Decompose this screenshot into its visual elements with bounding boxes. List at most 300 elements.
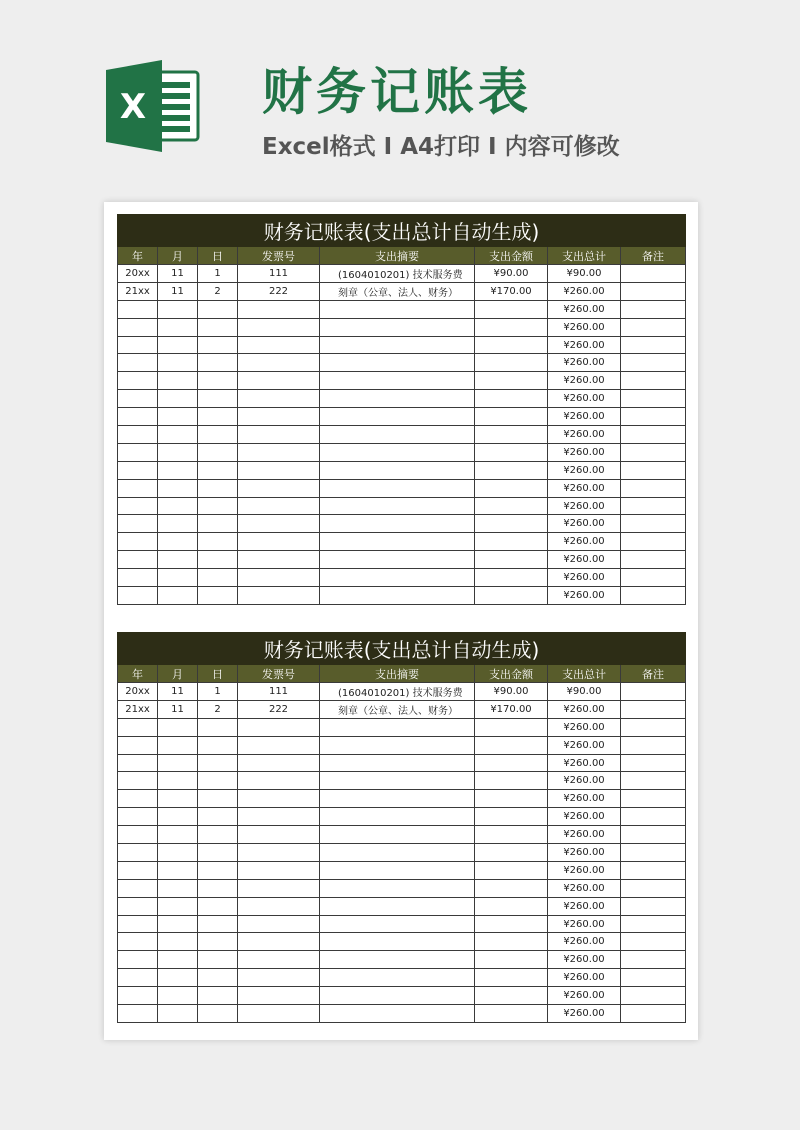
- cell-day[interactable]: [198, 336, 238, 354]
- cell-summary[interactable]: [320, 826, 475, 844]
- cell-summary[interactable]: [320, 915, 475, 933]
- cell-month[interactable]: [158, 408, 198, 426]
- cell-total[interactable]: ¥260.00: [548, 587, 621, 605]
- cell-day[interactable]: [198, 933, 238, 951]
- cell-day[interactable]: [198, 915, 238, 933]
- cell-invoice-no[interactable]: [238, 426, 320, 444]
- cell-day[interactable]: 2: [198, 700, 238, 718]
- cell-day[interactable]: [198, 300, 238, 318]
- cell-day[interactable]: [198, 569, 238, 587]
- cell-summary[interactable]: [320, 300, 475, 318]
- cell-total[interactable]: ¥260.00: [548, 443, 621, 461]
- cell-amount[interactable]: ¥170.00: [475, 282, 548, 300]
- cell-invoice-no[interactable]: [238, 915, 320, 933]
- cell-month[interactable]: [158, 336, 198, 354]
- cell-invoice-no[interactable]: [238, 808, 320, 826]
- cell-year[interactable]: [118, 879, 158, 897]
- cell-month[interactable]: [158, 372, 198, 390]
- cell-amount[interactable]: [475, 951, 548, 969]
- cell-total[interactable]: ¥260.00: [548, 808, 621, 826]
- cell-day[interactable]: [198, 390, 238, 408]
- cell-amount[interactable]: [475, 479, 548, 497]
- cell-summary[interactable]: [320, 372, 475, 390]
- cell-total[interactable]: ¥260.00: [548, 461, 621, 479]
- cell-year[interactable]: [118, 951, 158, 969]
- cell-amount[interactable]: [475, 443, 548, 461]
- cell-month[interactable]: [158, 1005, 198, 1023]
- cell-year[interactable]: [118, 318, 158, 336]
- cell-year[interactable]: [118, 515, 158, 533]
- cell-total[interactable]: ¥260.00: [548, 515, 621, 533]
- cell-summary[interactable]: [320, 718, 475, 736]
- cell-month[interactable]: [158, 754, 198, 772]
- cell-remark[interactable]: [621, 808, 686, 826]
- cell-invoice-no[interactable]: [238, 408, 320, 426]
- cell-year[interactable]: [118, 1005, 158, 1023]
- cell-day[interactable]: [198, 408, 238, 426]
- cell-month[interactable]: [158, 551, 198, 569]
- cell-month[interactable]: [158, 515, 198, 533]
- cell-total[interactable]: ¥260.00: [548, 700, 621, 718]
- cell-total[interactable]: ¥260.00: [548, 408, 621, 426]
- cell-remark[interactable]: [621, 497, 686, 515]
- cell-remark[interactable]: [621, 426, 686, 444]
- cell-month[interactable]: [158, 461, 198, 479]
- cell-month[interactable]: [158, 861, 198, 879]
- cell-amount[interactable]: [475, 736, 548, 754]
- cell-total[interactable]: ¥260.00: [548, 533, 621, 551]
- cell-total[interactable]: ¥260.00: [548, 861, 621, 879]
- cell-invoice-no[interactable]: 222: [238, 282, 320, 300]
- cell-day[interactable]: 1: [198, 265, 238, 283]
- cell-day[interactable]: [198, 772, 238, 790]
- cell-day[interactable]: [198, 951, 238, 969]
- cell-summary[interactable]: [320, 461, 475, 479]
- cell-summary[interactable]: [320, 844, 475, 862]
- cell-day[interactable]: [198, 479, 238, 497]
- cell-day[interactable]: [198, 736, 238, 754]
- cell-year[interactable]: [118, 354, 158, 372]
- cell-invoice-no[interactable]: [238, 443, 320, 461]
- cell-summary[interactable]: [320, 336, 475, 354]
- cell-month[interactable]: [158, 443, 198, 461]
- cell-day[interactable]: [198, 497, 238, 515]
- cell-amount[interactable]: [475, 969, 548, 987]
- cell-month[interactable]: [158, 390, 198, 408]
- cell-total[interactable]: ¥260.00: [548, 300, 621, 318]
- cell-summary[interactable]: [320, 551, 475, 569]
- cell-day[interactable]: [198, 754, 238, 772]
- cell-amount[interactable]: [475, 497, 548, 515]
- cell-summary[interactable]: [320, 879, 475, 897]
- cell-amount[interactable]: ¥90.00: [475, 265, 548, 283]
- cell-summary[interactable]: [320, 808, 475, 826]
- cell-year[interactable]: [118, 479, 158, 497]
- cell-remark[interactable]: [621, 700, 686, 718]
- cell-amount[interactable]: ¥90.00: [475, 683, 548, 701]
- cell-year[interactable]: [118, 408, 158, 426]
- cell-invoice-no[interactable]: [238, 390, 320, 408]
- cell-month[interactable]: [158, 569, 198, 587]
- cell-remark[interactable]: [621, 987, 686, 1005]
- cell-month[interactable]: [158, 718, 198, 736]
- cell-remark[interactable]: [621, 1005, 686, 1023]
- cell-amount[interactable]: [475, 318, 548, 336]
- cell-year[interactable]: [118, 497, 158, 515]
- cell-month[interactable]: [158, 736, 198, 754]
- cell-invoice-no[interactable]: 222: [238, 700, 320, 718]
- cell-remark[interactable]: [621, 772, 686, 790]
- cell-month[interactable]: [158, 879, 198, 897]
- cell-amount[interactable]: [475, 426, 548, 444]
- cell-summary[interactable]: [320, 533, 475, 551]
- cell-total[interactable]: ¥260.00: [548, 354, 621, 372]
- cell-summary[interactable]: [320, 897, 475, 915]
- cell-total[interactable]: ¥260.00: [548, 951, 621, 969]
- cell-remark[interactable]: [621, 844, 686, 862]
- cell-summary[interactable]: [320, 933, 475, 951]
- cell-year[interactable]: [118, 336, 158, 354]
- cell-month[interactable]: [158, 497, 198, 515]
- cell-month[interactable]: [158, 844, 198, 862]
- cell-day[interactable]: [198, 718, 238, 736]
- cell-total[interactable]: ¥260.00: [548, 569, 621, 587]
- cell-invoice-no[interactable]: [238, 772, 320, 790]
- cell-total[interactable]: ¥260.00: [548, 790, 621, 808]
- cell-invoice-no[interactable]: [238, 987, 320, 1005]
- cell-remark[interactable]: [621, 300, 686, 318]
- cell-total[interactable]: ¥260.00: [548, 754, 621, 772]
- cell-day[interactable]: [198, 808, 238, 826]
- cell-amount[interactable]: [475, 772, 548, 790]
- cell-day[interactable]: [198, 969, 238, 987]
- cell-total[interactable]: ¥260.00: [548, 1005, 621, 1023]
- cell-year[interactable]: 21xx: [118, 282, 158, 300]
- cell-remark[interactable]: [621, 318, 686, 336]
- cell-amount[interactable]: [475, 754, 548, 772]
- cell-invoice-no[interactable]: [238, 861, 320, 879]
- cell-amount[interactable]: [475, 933, 548, 951]
- cell-summary[interactable]: 刻章（公章、法人、财务）: [320, 700, 475, 718]
- cell-summary[interactable]: [320, 1005, 475, 1023]
- cell-year[interactable]: 20xx: [118, 683, 158, 701]
- cell-invoice-no[interactable]: [238, 718, 320, 736]
- cell-year[interactable]: [118, 844, 158, 862]
- cell-remark[interactable]: [621, 336, 686, 354]
- cell-summary[interactable]: [320, 354, 475, 372]
- cell-summary[interactable]: [320, 408, 475, 426]
- cell-total[interactable]: ¥260.00: [548, 318, 621, 336]
- cell-amount[interactable]: [475, 408, 548, 426]
- cell-day[interactable]: [198, 879, 238, 897]
- cell-summary[interactable]: [320, 951, 475, 969]
- cell-year[interactable]: [118, 461, 158, 479]
- cell-invoice-no[interactable]: [238, 587, 320, 605]
- cell-amount[interactable]: [475, 390, 548, 408]
- cell-day[interactable]: [198, 426, 238, 444]
- cell-remark[interactable]: [621, 461, 686, 479]
- cell-day[interactable]: [198, 1005, 238, 1023]
- cell-amount[interactable]: [475, 1005, 548, 1023]
- cell-total[interactable]: ¥260.00: [548, 987, 621, 1005]
- cell-year[interactable]: [118, 772, 158, 790]
- cell-total[interactable]: ¥260.00: [548, 736, 621, 754]
- cell-total[interactable]: ¥260.00: [548, 282, 621, 300]
- cell-remark[interactable]: [621, 282, 686, 300]
- cell-month[interactable]: [158, 772, 198, 790]
- cell-remark[interactable]: [621, 408, 686, 426]
- cell-month[interactable]: [158, 933, 198, 951]
- cell-total[interactable]: ¥260.00: [548, 879, 621, 897]
- cell-invoice-no[interactable]: [238, 515, 320, 533]
- cell-day[interactable]: [198, 897, 238, 915]
- cell-invoice-no[interactable]: [238, 336, 320, 354]
- cell-invoice-no[interactable]: [238, 569, 320, 587]
- cell-total[interactable]: ¥260.00: [548, 390, 621, 408]
- cell-remark[interactable]: [621, 354, 686, 372]
- cell-summary[interactable]: [320, 790, 475, 808]
- cell-year[interactable]: 21xx: [118, 700, 158, 718]
- cell-day[interactable]: [198, 551, 238, 569]
- cell-day[interactable]: [198, 461, 238, 479]
- cell-invoice-no[interactable]: [238, 790, 320, 808]
- cell-remark[interactable]: [621, 533, 686, 551]
- cell-year[interactable]: [118, 987, 158, 1005]
- cell-amount[interactable]: [475, 826, 548, 844]
- cell-total[interactable]: ¥260.00: [548, 933, 621, 951]
- cell-invoice-no[interactable]: [238, 533, 320, 551]
- cell-month[interactable]: [158, 915, 198, 933]
- cell-summary[interactable]: [320, 426, 475, 444]
- cell-year[interactable]: [118, 933, 158, 951]
- cell-year[interactable]: [118, 736, 158, 754]
- cell-year[interactable]: [118, 587, 158, 605]
- cell-remark[interactable]: [621, 915, 686, 933]
- cell-summary[interactable]: [320, 754, 475, 772]
- cell-total[interactable]: ¥260.00: [548, 426, 621, 444]
- cell-remark[interactable]: [621, 479, 686, 497]
- cell-amount[interactable]: [475, 336, 548, 354]
- cell-month[interactable]: 11: [158, 282, 198, 300]
- cell-total[interactable]: ¥260.00: [548, 772, 621, 790]
- cell-month[interactable]: [158, 426, 198, 444]
- cell-remark[interactable]: [621, 443, 686, 461]
- cell-year[interactable]: [118, 826, 158, 844]
- cell-month[interactable]: [158, 951, 198, 969]
- cell-summary[interactable]: [320, 443, 475, 461]
- cell-day[interactable]: [198, 533, 238, 551]
- cell-remark[interactable]: [621, 951, 686, 969]
- cell-remark[interactable]: [621, 826, 686, 844]
- cell-year[interactable]: [118, 569, 158, 587]
- cell-summary[interactable]: [320, 861, 475, 879]
- cell-invoice-no[interactable]: [238, 844, 320, 862]
- cell-year[interactable]: [118, 790, 158, 808]
- cell-amount[interactable]: [475, 879, 548, 897]
- cell-total[interactable]: ¥260.00: [548, 826, 621, 844]
- cell-amount[interactable]: [475, 354, 548, 372]
- cell-total[interactable]: ¥260.00: [548, 479, 621, 497]
- cell-amount[interactable]: [475, 915, 548, 933]
- cell-summary[interactable]: [320, 569, 475, 587]
- cell-month[interactable]: [158, 790, 198, 808]
- cell-year[interactable]: [118, 551, 158, 569]
- cell-summary[interactable]: [320, 772, 475, 790]
- cell-amount[interactable]: [475, 861, 548, 879]
- cell-invoice-no[interactable]: [238, 736, 320, 754]
- cell-amount[interactable]: [475, 300, 548, 318]
- cell-invoice-no[interactable]: [238, 551, 320, 569]
- cell-amount[interactable]: [475, 515, 548, 533]
- cell-day[interactable]: [198, 318, 238, 336]
- cell-remark[interactable]: [621, 569, 686, 587]
- cell-invoice-no[interactable]: [238, 897, 320, 915]
- cell-day[interactable]: [198, 372, 238, 390]
- cell-invoice-no[interactable]: [238, 372, 320, 390]
- cell-remark[interactable]: [621, 933, 686, 951]
- cell-invoice-no[interactable]: [238, 826, 320, 844]
- cell-invoice-no[interactable]: [238, 318, 320, 336]
- cell-month[interactable]: [158, 533, 198, 551]
- cell-total[interactable]: ¥90.00: [548, 683, 621, 701]
- cell-invoice-no[interactable]: 111: [238, 265, 320, 283]
- cell-total[interactable]: ¥260.00: [548, 897, 621, 915]
- cell-total[interactable]: ¥260.00: [548, 551, 621, 569]
- cell-amount[interactable]: ¥170.00: [475, 700, 548, 718]
- cell-invoice-no[interactable]: [238, 951, 320, 969]
- cell-summary[interactable]: [320, 987, 475, 1005]
- cell-invoice-no[interactable]: [238, 933, 320, 951]
- cell-year[interactable]: [118, 808, 158, 826]
- cell-day[interactable]: [198, 515, 238, 533]
- cell-amount[interactable]: [475, 533, 548, 551]
- cell-summary[interactable]: (1604010201) 技术服务费: [320, 683, 475, 701]
- cell-amount[interactable]: [475, 987, 548, 1005]
- cell-year[interactable]: 20xx: [118, 265, 158, 283]
- cell-month[interactable]: [158, 808, 198, 826]
- cell-month[interactable]: [158, 300, 198, 318]
- cell-month[interactable]: [158, 897, 198, 915]
- cell-year[interactable]: [118, 300, 158, 318]
- cell-month[interactable]: 11: [158, 700, 198, 718]
- cell-summary[interactable]: [320, 515, 475, 533]
- cell-day[interactable]: [198, 861, 238, 879]
- cell-year[interactable]: [118, 861, 158, 879]
- cell-summary[interactable]: [320, 318, 475, 336]
- cell-year[interactable]: [118, 754, 158, 772]
- cell-month[interactable]: [158, 318, 198, 336]
- cell-total[interactable]: ¥260.00: [548, 497, 621, 515]
- cell-amount[interactable]: [475, 551, 548, 569]
- cell-total[interactable]: ¥260.00: [548, 969, 621, 987]
- cell-amount[interactable]: [475, 897, 548, 915]
- cell-year[interactable]: [118, 969, 158, 987]
- cell-remark[interactable]: [621, 515, 686, 533]
- cell-month[interactable]: 11: [158, 265, 198, 283]
- cell-year[interactable]: [118, 533, 158, 551]
- cell-month[interactable]: [158, 587, 198, 605]
- cell-remark[interactable]: [621, 754, 686, 772]
- cell-invoice-no[interactable]: [238, 479, 320, 497]
- cell-amount[interactable]: [475, 808, 548, 826]
- cell-invoice-no[interactable]: 111: [238, 683, 320, 701]
- cell-day[interactable]: [198, 790, 238, 808]
- cell-remark[interactable]: [621, 265, 686, 283]
- cell-year[interactable]: [118, 390, 158, 408]
- cell-summary[interactable]: [320, 479, 475, 497]
- cell-day[interactable]: 1: [198, 683, 238, 701]
- cell-remark[interactable]: [621, 969, 686, 987]
- cell-amount[interactable]: [475, 718, 548, 736]
- cell-amount[interactable]: [475, 569, 548, 587]
- cell-remark[interactable]: [621, 551, 686, 569]
- cell-remark[interactable]: [621, 718, 686, 736]
- cell-amount[interactable]: [475, 844, 548, 862]
- cell-invoice-no[interactable]: [238, 1005, 320, 1023]
- cell-month[interactable]: [158, 987, 198, 1005]
- cell-year[interactable]: [118, 426, 158, 444]
- cell-total[interactable]: ¥260.00: [548, 372, 621, 390]
- cell-day[interactable]: [198, 844, 238, 862]
- cell-month[interactable]: [158, 479, 198, 497]
- cell-remark[interactable]: [621, 736, 686, 754]
- cell-year[interactable]: [118, 915, 158, 933]
- cell-year[interactable]: [118, 443, 158, 461]
- cell-total[interactable]: ¥260.00: [548, 915, 621, 933]
- cell-day[interactable]: [198, 987, 238, 1005]
- cell-invoice-no[interactable]: [238, 497, 320, 515]
- cell-invoice-no[interactable]: [238, 969, 320, 987]
- cell-remark[interactable]: [621, 587, 686, 605]
- cell-month[interactable]: [158, 969, 198, 987]
- cell-summary[interactable]: [320, 497, 475, 515]
- cell-summary[interactable]: [320, 969, 475, 987]
- cell-day[interactable]: [198, 826, 238, 844]
- cell-day[interactable]: 2: [198, 282, 238, 300]
- cell-total[interactable]: ¥260.00: [548, 844, 621, 862]
- cell-summary[interactable]: 刻章（公章、法人、财务）: [320, 282, 475, 300]
- cell-total[interactable]: ¥260.00: [548, 718, 621, 736]
- cell-remark[interactable]: [621, 879, 686, 897]
- cell-month[interactable]: 11: [158, 683, 198, 701]
- cell-remark[interactable]: [621, 390, 686, 408]
- cell-amount[interactable]: [475, 372, 548, 390]
- cell-year[interactable]: [118, 897, 158, 915]
- cell-invoice-no[interactable]: [238, 300, 320, 318]
- cell-remark[interactable]: [621, 861, 686, 879]
- cell-remark[interactable]: [621, 683, 686, 701]
- cell-day[interactable]: [198, 354, 238, 372]
- cell-summary[interactable]: (1604010201) 技术服务费: [320, 265, 475, 283]
- cell-remark[interactable]: [621, 372, 686, 390]
- cell-day[interactable]: [198, 587, 238, 605]
- cell-summary[interactable]: [320, 587, 475, 605]
- cell-total[interactable]: ¥260.00: [548, 336, 621, 354]
- cell-remark[interactable]: [621, 897, 686, 915]
- cell-remark[interactable]: [621, 790, 686, 808]
- cell-month[interactable]: [158, 826, 198, 844]
- cell-amount[interactable]: [475, 587, 548, 605]
- cell-summary[interactable]: [320, 736, 475, 754]
- cell-amount[interactable]: [475, 790, 548, 808]
- cell-amount[interactable]: [475, 461, 548, 479]
- cell-invoice-no[interactable]: [238, 354, 320, 372]
- cell-total[interactable]: ¥90.00: [548, 265, 621, 283]
- cell-invoice-no[interactable]: [238, 461, 320, 479]
- cell-year[interactable]: [118, 372, 158, 390]
- cell-month[interactable]: [158, 354, 198, 372]
- cell-invoice-no[interactable]: [238, 754, 320, 772]
